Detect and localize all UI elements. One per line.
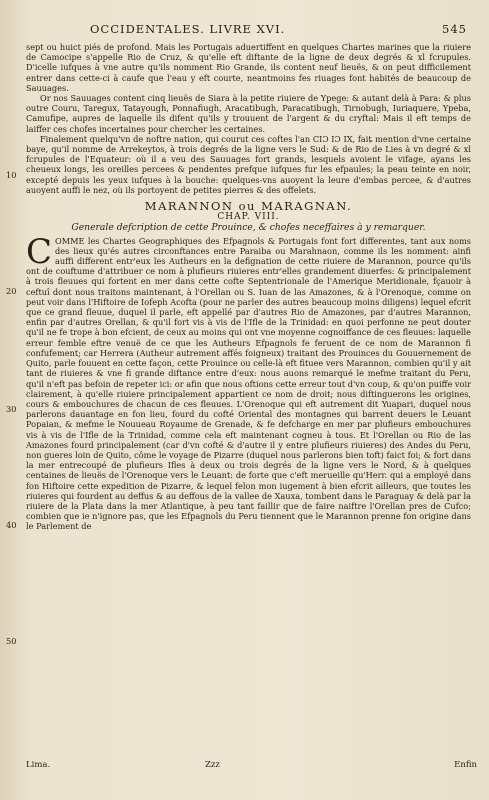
line-number: 50 xyxy=(6,636,17,646)
running-header xyxy=(22,22,467,38)
line-number: 20 xyxy=(6,286,17,296)
signature-mark: Zzz xyxy=(205,760,220,770)
drop-cap: C xyxy=(26,231,53,272)
paragraph: sept ou huict piés de profond. Mais les Portugais aduertiffent en quelques Chartes marines que la riuiere de Camocipe s'appelle Rio de Cruz, & qu'elle eft diftante de la ligne de deux degrés & xl fcrupules. D'icelle iufques à vne autre qu'ils nomment Rio Grande, ils content neuf lieuës, & on peut difficilement entrer dans cette-ci à caufe que l'eau y eft courte, neantmoins fes riuages font habités de beaucoup de Sauuages. xyxy=(26,42,471,93)
line-number: 30 xyxy=(6,404,17,414)
section-title: MARANNON ou MARAGNAN. xyxy=(144,199,353,214)
chapter-paragraph xyxy=(26,231,471,532)
catchword: Enfin xyxy=(454,760,477,770)
paragraph: Or nos Sauuages content cinq lieuës de Siara à la petite riuiere de Ypege: & autant delà à Para: & plus outre Couru, Taregux, Tatayough, Ponnafiugh, Aracatibugh, Paracatibugh, Tirnobugh, Iuriaquere, Ypeba, Camufipe, aupres de laquelle ils difent qu'ils y trouuent de l'argent & du cryftal: Mais il eft temps de laiffer ces chofes incertaines pour chercher les certaines. xyxy=(26,93,471,134)
running-title: OCCIDENTALES. LIVRE XVI. xyxy=(90,22,286,36)
chapter-subtitle: Generale defcription de cette Prouince, & chofes neceffaires à y remarquer. xyxy=(71,222,426,234)
line-number: 10 xyxy=(6,170,17,180)
chapter-text: OMME les Chartes Geographiques des Efpagnols & Portugais font fort differentes, tant aux noms des lieux qu'és autres circonftances entre Paraiba ou Marahnaon, comme ils les nomment: ainfi auffi different entr'eux les Autheurs en la defignation de cette riuiere de Marannon, pource qu'ils ont de couftume d'attribuer ce nom à plufieurs riuieres entr'elles grandement diuerfes: & principalement à trois fleuues qui fortent en mer dans cette cofte Septentrionale de l'Amerique Meridionale, fçauoir à ceftuî dont nous traitons maintenant, à l'Orellan ou S. Iuan de las Amazones, & à l'Orenoque, comme on peut voir dans l'Hiftoire de Iofeph Acofta (pour ne parler des autres beaucoup moins diligens) lequel efcrit que ce grand fleuue, duquel il parle, eft appellé par d'autres Rio de Amazones, par d'autres Marannon, enfin par d'autres Orellan, & qu'il fort vis à vis de l'Ifle de la Trinidad: en quoi perfonne ne peut douter qu'il ne fe trope à bon efcient, de ceux au moins qui ont vne moyenne cognoiffance de ces fleuues: laquelle erreur femble eftre venuë de ce que les Autheurs Efpagnols fe feruent de ce nom de Marannon fi confufement; car Herrera (Autheur autrement affés foigneux) traitant des Prouinces du Gouuernement de Quito, parle fouuent en cette façon, cette Prouince ou celle-là eft fituee vers Marannon, combien qu'il y ait tant de riuieres & vne fi grande diftance entre d'eux: nous auons remarqué le mefme traitant du Peru, qu'il n'eft pas befoin de repeter ici: or afin que nous oftions cette erreur tout d'vn coup, & qu'on puiffe voir clairement, à qu'elle riuiere principalement appartient ce nom de droit; nous diftinguerons les origines, cours & embouchures de chacun de ces fleuues. L'Orenoque qui eft autrement dit Yuapari, duquel nous parlerons dauantage en fon lieu, fourd du cofté Oriental des montagnes qui barrent deuers le Leuant Popaian, & mefme le Nouueau Royaume de Grenade, & fe defcharge en mer par plufieurs embouchures vis à vis de l'Ifle de la Trinidad, comme cela eft maintenant cogneu à tous. Et l'Orellan ou Rio de las Amazones fourd principalement (car d'vn cofté & d'autre il y entre plufieurs riuieres) des Andes du Peru, non gueres loin de Quito, côme le voyage de Pizarre (duquel nous parlerons bien toft) faict foi; & fort dans la mer entrecoupé de plufieurs Ifles à deux ou trois degrés de la ligne vers le Nord, & à quelques centaines de lieuës de l'Orenoque vers le Leuant: de forte que c'eft merueille qu'Herr. qui a employé dans fon Hiftoire cette expedition de Pizarre, & lequel felon mon iugement à bien efcrit ailleurs, que toutes les riuieres qui fourdent au deffus & au deffous de la vallee de Xauxa, tombent dans le Paraguay & delà par la riuiere de la Plata dans la mer Atlantique, à peu tant faillir que de faire naiftre l'Orellan pres de Cufco; combien que ie n'ignore pas, que les Efpagnols du Peru tiennent que le Marannon prenne fon origine dans le Parlement de xyxy=(26,235,471,532)
last-word: Lima. xyxy=(26,760,51,770)
page-body xyxy=(26,42,471,800)
paragraph: Finalement quelqu'vn de noftre nation, qui courut ces coftes l'an CIƆ IƆ IX, faiȶ mention d'vne certaine baye, qu'il nomme de Arrekeytos, à trois degrés de la ligne vers le Sud: & de Rio de Lies à vn degré & xl fcrupules de l'Equateur: où il a veu des Sauuages fort grands, lesquels avoient le vifage, ayans les cheueux longs, les oreilles percees & pendentes prefque iufques fur les efpaules; la peau teinte en noir, excepté depuis les yeux iufques à la bouche: quelques-vns auoyent la leure d'embas percee, & d'autres auoyent auffi le nez, où ils portoyent de petites pierres & des offelets. xyxy=(26,133,471,195)
chapter-heading: CHAP. VIII. xyxy=(217,212,280,223)
line-number: 40 xyxy=(6,520,17,530)
page-number: 545 xyxy=(442,22,467,36)
page-footer xyxy=(0,760,489,772)
